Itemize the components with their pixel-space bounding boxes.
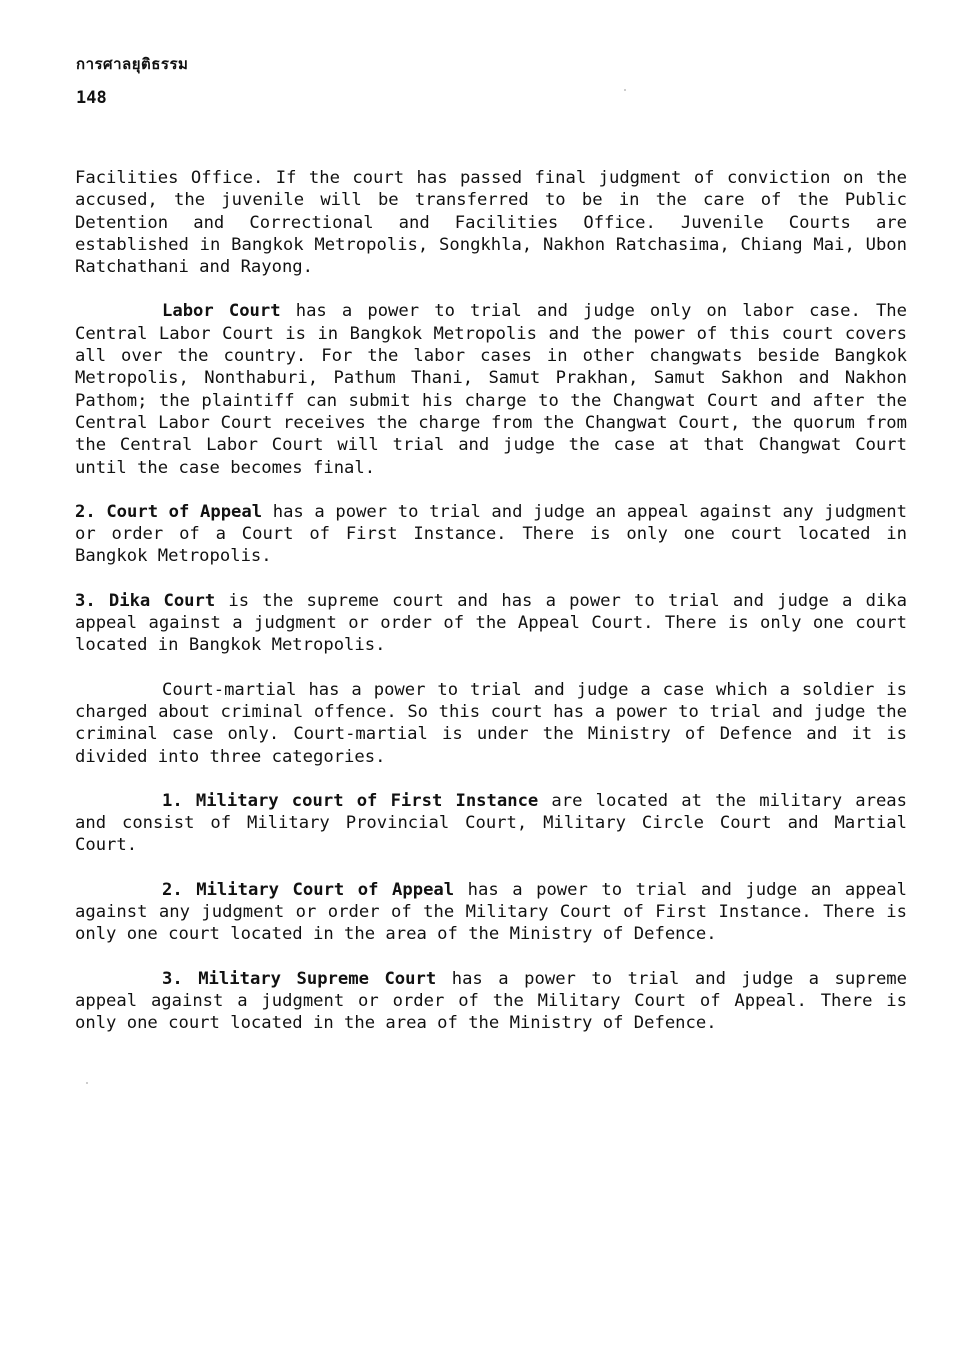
paragraph-heading: 2. Court of Appeal [75,501,263,522]
paragraph-text: is the supreme court and has a power to trial and judge a dika appeal against a judgment or order of the Appeal Court. There is only one court located in Bangkok Metropolis. [75,590,907,656]
paragraph-text: Facilities Office. If the court has passed final judgment of conviction on the accused, the juvenile will be transferred to be in the care of the Public Detention and Correctional and Facilities Office. Juvenile Courts are established in Bangkok Metropolis, Songkhla, Nakhon Ratchasima, Chiang Mai, Ubon Ratchathani and Rayong. [75,168,907,278]
paragraph-court-of-appeal [75,501,907,568]
paragraph-text: has a power to trial and judge only on labor case. The Central Labor Court is in Bangkok Metropolis and the power of this court covers all over the country. For the labor cases in other changwats beside Bangkok Metropolis, Nonthaburi, Pathum Thani, Samut Prakhan, Samut Sakhon and Nakhon Pathom; the plaintiff can submit his charge to the Changwat Court and after the Central Labor Court receives the charge from the Changwat Court, the quorum from the Central Labor Court will trial and judge the case at that Changwat Court until the case becomes final. [75,301,907,478]
scan-speck [624,89,626,91]
paragraph-heading: 2. Military Court of Appeal [162,879,455,900]
page-number: 148 [76,88,107,108]
paragraph-heading: 3. Military Supreme Court [162,968,437,989]
paragraph-military-court-of-appeal [75,879,907,946]
running-header-title: การศาลยุติธรรม [76,55,189,73]
paragraph-text: has a power to trial and judge an appeal against any judgment or order of a Court of First Instance. There is only one court located in Bangkok Metropolis. [75,501,908,567]
paragraph-heading: Labor Court [162,301,281,322]
paragraph-juvenile-court-continued [75,167,907,278]
paragraph-text: has a power to trial and judge a supreme appeal against a judgment or order of the Military Court of Appeal. There is only one court located in the area of the Ministry of Defence. [75,968,907,1034]
paragraph-heading: 1. Military court of First Instance [162,790,539,811]
scan-speck [86,1082,88,1084]
paragraph-text: has a power to trial and judge an appeal against any judgment or order of the Military Court of First Instance. There is only one court located in the area of the Ministry of Defence. [75,879,908,945]
paragraph-text: are located at the military areas and consist of Military Provincial Court, Military Circle Court and Martial Court. [75,790,907,856]
document-body [75,167,907,1057]
paragraph-military-supreme-court [75,968,907,1035]
paragraph-heading: 3. Dika Court [75,590,216,611]
paragraph-military-court-first-instance [75,790,907,857]
paragraph-dika-court [75,590,907,657]
paragraph-court-martial [75,679,907,768]
paragraph-labor-court [75,300,907,478]
paragraph-text: Court-martial has a power to trial and judge a case which a soldier is charged about criminal offence. So this court has a power to trial and judge the criminal case only. Court-martial is under the Ministry of Defence and it is divided into three categories. [75,679,907,767]
